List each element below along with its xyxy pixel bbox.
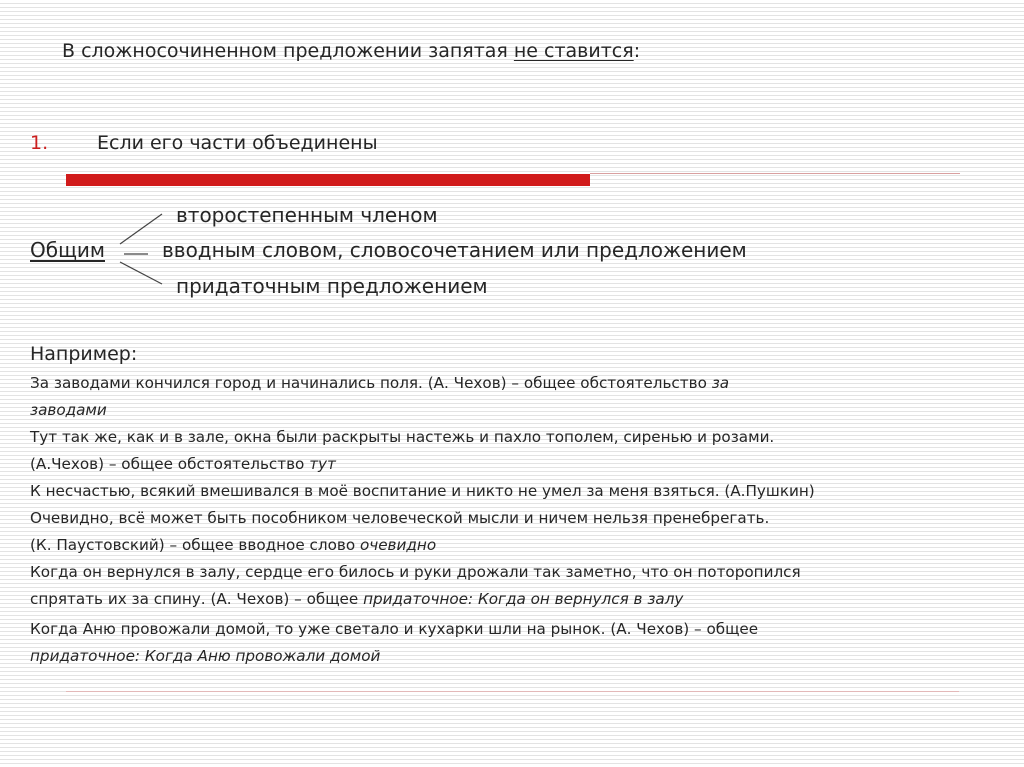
red-divider-bar [66, 174, 590, 186]
example-line: (А.Чехов) – общее обстоятельство тут [30, 455, 336, 473]
title-suffix: : [633, 40, 641, 62]
example-line: заводами [30, 401, 107, 419]
bottom-divider-line [66, 691, 959, 692]
example-line: (К. Паустовский) – общее вводное слово очевидно [30, 536, 437, 554]
example-line: Очевидно, всё может быть пособником человеческой мысли и ничем нельзя пренебрегать. [30, 509, 770, 527]
point-text: Если его части объединены [97, 132, 378, 154]
example-line: Тут так же, как и в зале, окна были раскрыты настежь и пахло тополем, сиренью и розами. [30, 428, 775, 446]
title-underlined: не ставится [513, 40, 634, 62]
common-label: Общим [30, 238, 105, 262]
option-introductory-word: вводным словом, словосочетанием или предложением [162, 238, 747, 262]
example-line: придаточное: Когда Аню провожали домой [30, 647, 381, 665]
slide-title [62, 40, 640, 62]
option-subordinate-clause: придаточным предложением [176, 274, 488, 298]
title-prefix: В сложносочиненном предложении запятая [62, 40, 514, 62]
example-line: спрятать их за спину. (А. Чехов) – общее придаточное: Когда он вернулся в залу [30, 590, 684, 608]
example-line: За заводами кончился город и начинались поля. (А. Чехов) – общее обстоятельство за [30, 374, 730, 392]
example-heading: Например: [30, 343, 138, 365]
point-number: 1. [30, 132, 49, 154]
thin-divider-line [590, 173, 960, 174]
example-line: Когда он вернулся в залу, сердце его билось и руки дрожали так заметно, что он поторопился [30, 563, 801, 581]
example-line: К несчастью, всякий вмешивался в моё воспитание и никто не умел за меня взяться. (А.Пушкин) [30, 482, 815, 500]
option-secondary-member: второстепенным членом [176, 203, 438, 227]
example-line: Когда Аню провожали домой, то уже светало и кухарки шли на рынок. (А. Чехов) – общее [30, 620, 759, 638]
